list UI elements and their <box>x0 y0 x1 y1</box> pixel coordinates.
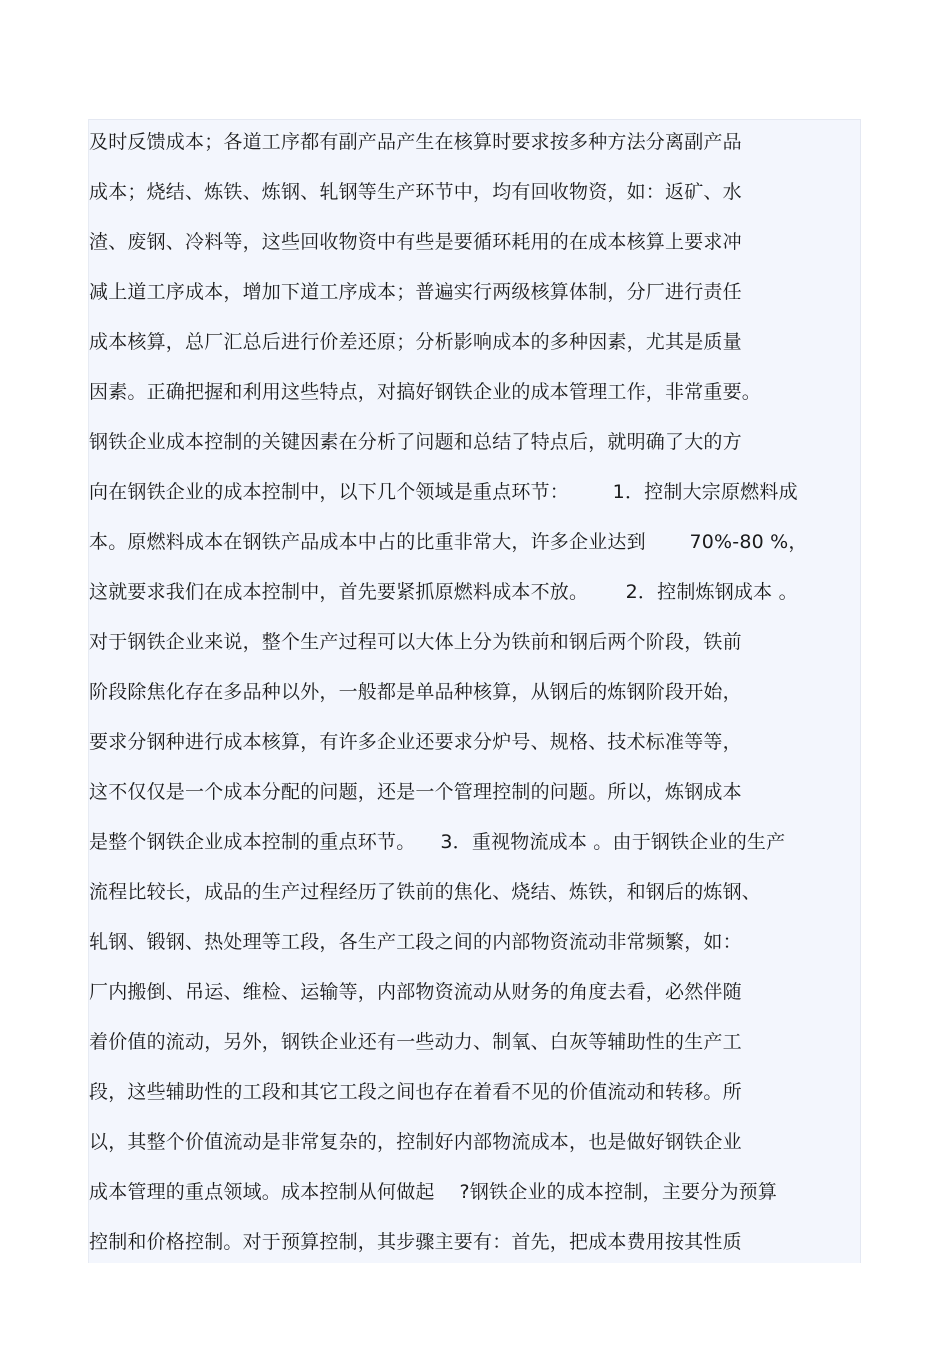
text-line: 本。原燃料成本在钢铁产品成本中占的比重非常大，许多企业达到 70%-80 %， <box>89 531 808 553</box>
text-line: 流程比较长，成品的生产过程经历了铁前的焦化、烧结、炼铁，和钢后的炼钢、 <box>89 881 762 903</box>
text-line: 着价值的流动，另外，钢铁企业还有一些动力、制氧、白灰等辅助性的生产工 <box>89 1031 742 1053</box>
text-line: 这就要求我们在成本控制中，首先要紧抓原燃料成本不放。 2．控制炼钢成本 。 <box>89 581 798 603</box>
text-line: 及时反馈成本；各道工序都有副产品产生在核算时要求按多种方法分离副产品 <box>89 131 742 153</box>
document-text-panel <box>88 119 861 1263</box>
text-line: 段，这些辅助性的工段和其它工段之间也存在着看不见的价值流动和转移。所 <box>89 1081 742 1103</box>
text-line: 成本核算，总厂汇总后进行价差还原；分析影响成本的多种因素，尤其是质量 <box>89 331 742 353</box>
text-line: 轧钢、锻钢、热处理等工段，各生产工段之间的内部物资流动非常频繁，如： <box>89 931 742 953</box>
text-line: 成本管理的重点领域。成本控制从何做起 ?钢铁企业的成本控制，主要分为预算 <box>89 1181 778 1203</box>
text-line: 控制和价格控制。对于预算控制，其步骤主要有：首先，把成本费用按其性质 <box>89 1231 742 1253</box>
text-line: 阶段除焦化存在多品种以外，一般都是单品种核算，从钢后的炼钢阶段开始， <box>89 681 742 703</box>
text-line: 向在钢铁企业的成本控制中，以下几个领域是重点环节： 1．控制大宗原燃料成 <box>89 481 798 503</box>
text-line: 减上道工序成本，增加下道工序成本；普遍实行两级核算体制，分厂进行责任 <box>89 281 742 303</box>
text-line: 渣、废钢、冷料等，这些回收物资中有些是要循环耗用的在成本核算上要求冲 <box>89 231 742 253</box>
text-line: 成本；烧结、炼铁、炼钢、轧钢等生产环节中，均有回收物资，如：返矿、水 <box>89 181 742 203</box>
text-line: 因素。正确把握和利用这些特点，对搞好钢铁企业的成本管理工作，非常重要。 <box>89 381 762 403</box>
text-line: 厂内搬倒、吊运、维检、运输等，内部物资流动从财务的角度去看，必然伴随 <box>89 981 742 1003</box>
text-line: 这不仅仅是一个成本分配的问题，还是一个管理控制的问题。所以，炼钢成本 <box>89 781 742 803</box>
text-line: 是整个钢铁企业成本控制的重点环节。 3．重视物流成本 。由于钢铁企业的生产 <box>89 831 786 853</box>
text-line: 要求分钢种进行成本核算，有许多企业还要求分炉号、规格、技术标准等等， <box>89 731 742 753</box>
text-line: 对于钢铁企业来说，整个生产过程可以大体上分为铁前和钢后两个阶段，铁前 <box>89 631 742 653</box>
text-line: 钢铁企业成本控制的关键因素在分析了问题和总结了特点后，就明确了大的方 <box>89 431 742 453</box>
text-line: 以，其整个价值流动是非常复杂的，控制好内部物流成本，也是做好钢铁企业 <box>89 1131 742 1153</box>
